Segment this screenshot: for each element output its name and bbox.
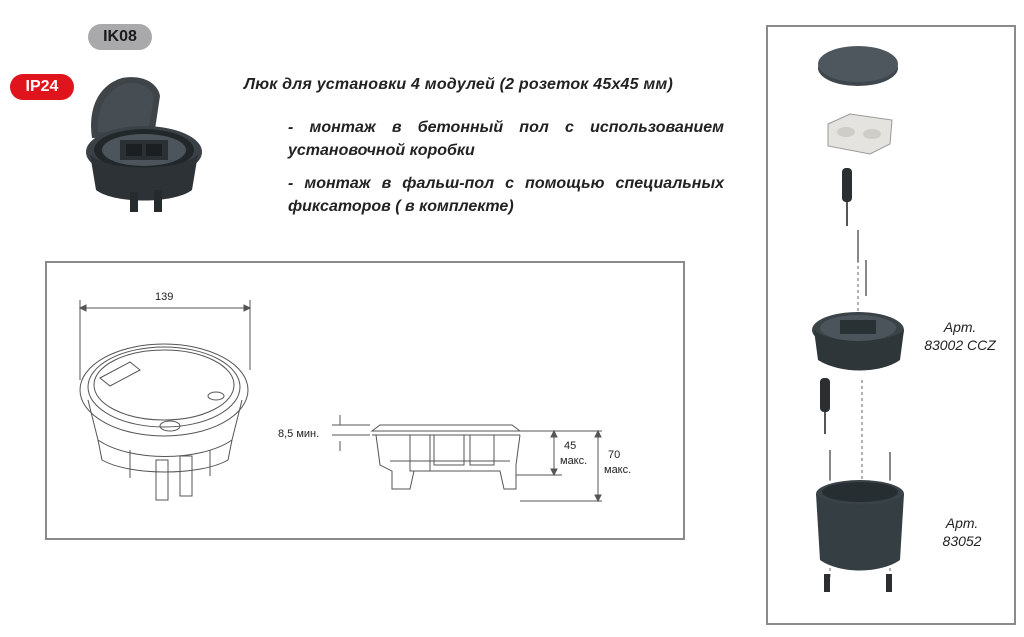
product-photo	[74, 72, 204, 222]
article-box	[912, 514, 1012, 550]
article-frame	[910, 318, 1010, 354]
dimension-45: 45	[564, 440, 577, 452]
article-frame-label: Арт.	[943, 319, 977, 335]
article-box-label: Арт.	[945, 515, 979, 531]
bullet-raised-floor: - монтаж в фальш-пол с помощью специальных фиксаторов ( в комплекте)	[288, 175, 724, 215]
product-title: Люк для установки 4 модулей (2 розеток 45х45 мм)	[244, 76, 673, 93]
dimension-min-depth: 8,5 мин.	[278, 428, 320, 440]
dimension-70: 70	[608, 449, 621, 461]
cover-drawing	[70, 290, 270, 510]
bullet-concrete-floor: - монтаж в бетонный пол с использованием установочной коробки	[288, 119, 724, 159]
dimension-width: 139	[155, 291, 174, 303]
article-box-code: 83052	[942, 533, 982, 549]
dimension-70-note: макс.	[604, 464, 632, 476]
dimension-45-note: макс.	[560, 455, 588, 467]
article-frame-code: 83002 CCZ	[924, 337, 996, 353]
ip-rating-badge: IP24	[10, 74, 74, 100]
ik-rating-badge: IK08	[88, 24, 152, 50]
